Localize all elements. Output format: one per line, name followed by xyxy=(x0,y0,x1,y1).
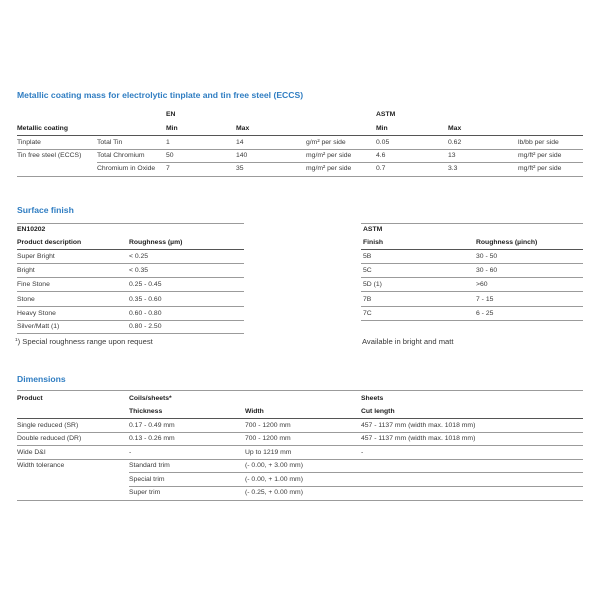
row-divider xyxy=(17,445,583,446)
trim-tolerance-cell: (- 0.25, + 0.00 mm) xyxy=(245,489,303,496)
astm-finish-cell: 7B xyxy=(363,296,372,303)
en-min-cell: 7 xyxy=(166,165,170,172)
row-divider xyxy=(17,149,583,150)
roughness-cell: < 0.35 xyxy=(129,267,149,274)
finish-header: Finish xyxy=(363,239,384,246)
surface-finish-title: Surface finish xyxy=(17,205,74,215)
astm-finish-cell: 5B xyxy=(363,253,372,260)
dim-cut-length-cell: 457 - 1137 mm (width max. 1018 mm) xyxy=(361,435,476,442)
astm-min-header: Min xyxy=(376,125,388,132)
roughness-um-header: Roughness (µm) xyxy=(129,239,183,246)
metallic-coating-header: Metallic coating xyxy=(17,125,68,132)
cut-length-header: Cut length xyxy=(361,408,395,415)
row-divider xyxy=(361,263,583,264)
coating-product-cell: Tin free steel (ECCS) xyxy=(17,152,82,159)
en-min-header: Min xyxy=(166,125,178,132)
row-divider xyxy=(17,291,244,292)
row-divider xyxy=(361,320,583,321)
coating-type-cell: Total Chromium xyxy=(97,152,145,159)
en-unit-cell: mg/m² per side xyxy=(306,165,352,172)
astm-roughness-cell: >60 xyxy=(476,281,488,288)
finish-desc-cell: Stone xyxy=(17,296,35,303)
dim-cut-length-cell: - xyxy=(361,449,364,456)
row-divider xyxy=(361,306,583,307)
bright-matt-note: Available in bright and matt xyxy=(362,337,454,346)
astm-min-cell: 4.6 xyxy=(376,152,386,159)
astm-min-cell: 0.05 xyxy=(376,139,390,146)
roughness-cell: 0.35 - 0.60 xyxy=(129,296,162,303)
finish-desc-cell: Heavy Stone xyxy=(17,310,56,317)
en10202-label: EN10202 xyxy=(17,226,46,233)
dim-product-cell: Wide D&I xyxy=(17,449,46,456)
row-divider xyxy=(17,306,244,307)
en-min-cell: 1 xyxy=(166,139,170,146)
trim-type-cell: Standard trim xyxy=(129,462,170,469)
row-divider xyxy=(361,291,583,292)
coils-sheets-header: Coils/sheets* xyxy=(129,395,172,402)
astm-finish-cell: 5C xyxy=(363,267,372,274)
table-rule xyxy=(361,223,583,224)
dim-thickness-cell: 0.13 - 0.26 mm xyxy=(129,435,175,442)
astm-roughness-cell: 30 - 60 xyxy=(476,267,498,274)
dim-thickness-cell: 0.17 - 0.49 mm xyxy=(129,422,175,429)
astm-finish-cell: 5D (1) xyxy=(363,281,382,288)
astm-max-cell: 3.3 xyxy=(448,165,458,172)
table-rule xyxy=(17,249,244,250)
row-divider xyxy=(17,500,583,501)
product-description-header: Product description xyxy=(17,239,82,246)
roughness-cell: < 0.25 xyxy=(129,253,149,260)
en-group-header: EN xyxy=(166,111,176,118)
roughness-footnote xyxy=(15,337,153,346)
en-unit-cell: g/m² per side xyxy=(306,139,346,146)
astm-roughness-cell: 6 - 25 xyxy=(476,310,494,317)
roughness-uinch-header: Roughness (µinch) xyxy=(476,239,538,246)
row-divider xyxy=(17,277,244,278)
row-divider xyxy=(17,320,244,321)
table-rule xyxy=(17,418,583,419)
row-divider xyxy=(17,459,583,460)
dim-width-cell: Up to 1219 mm xyxy=(245,449,292,456)
footnote-marker: 1 xyxy=(15,338,18,343)
dimensions-title: Dimensions xyxy=(17,374,66,384)
en-max-cell: 14 xyxy=(236,139,244,146)
astm-unit-cell: mg/ft² per side xyxy=(518,152,562,159)
astm-min-cell: 0.7 xyxy=(376,165,386,172)
row-divider xyxy=(17,176,583,177)
dim-product-cell: Width tolerance xyxy=(17,462,65,469)
finish-desc-cell: Fine Stone xyxy=(17,281,50,288)
roughness-cell: 0.80 - 2.50 xyxy=(129,323,162,330)
dim-thickness-cell: - xyxy=(129,449,132,456)
en-unit-cell: mg/m² per side xyxy=(306,152,352,159)
dim-width-cell: 700 - 1200 mm xyxy=(245,435,291,442)
footnote-text: ) Special roughness range upon request xyxy=(17,337,153,346)
row-divider xyxy=(361,277,583,278)
astm-roughness-cell: 30 - 50 xyxy=(476,253,498,260)
dim-product-cell: Single reduced (SR) xyxy=(17,422,79,429)
coating-product-cell: Tinplate xyxy=(17,139,41,146)
table-rule xyxy=(17,390,583,391)
trim-type-cell: Special trim xyxy=(129,476,165,483)
row-divider xyxy=(129,472,583,473)
en-max-cell: 140 xyxy=(236,152,248,159)
finish-desc-cell: Super Bright xyxy=(17,253,55,260)
roughness-cell: 0.60 - 0.80 xyxy=(129,310,162,317)
dim-product-cell: Double reduced (DR) xyxy=(17,435,82,442)
sheets-header: Sheets xyxy=(361,395,384,402)
table-rule xyxy=(361,249,583,250)
en-max-header: Max xyxy=(236,125,250,132)
thickness-header: Thickness xyxy=(129,408,163,415)
coating-type-cell: Total Tin xyxy=(97,139,123,146)
row-divider xyxy=(17,263,244,264)
astm-max-cell: 0.62 xyxy=(448,139,462,146)
row-divider xyxy=(129,486,583,487)
coating-mass-title: Metallic coating mass for electrolytic tinplate and tin free steel (ECCS) xyxy=(17,90,304,100)
row-divider xyxy=(17,432,583,433)
width-header: Width xyxy=(245,408,264,415)
dim-cut-length-cell: 457 - 1137 mm (width max. 1018 mm) xyxy=(361,422,476,429)
finish-desc-cell: Bright xyxy=(17,267,35,274)
astm-group-header: ASTM xyxy=(376,111,396,118)
astm-unit-cell: mg/ft² per side xyxy=(518,165,562,172)
row-divider xyxy=(97,162,583,163)
coating-type-cell: Chromium in Oxide xyxy=(97,165,156,172)
astm-finish-label: ASTM xyxy=(363,226,383,233)
astm-max-cell: 13 xyxy=(448,152,456,159)
astm-finish-cell: 7C xyxy=(363,310,372,317)
trim-type-cell: Super trim xyxy=(129,489,161,496)
dim-width-cell: 700 - 1200 mm xyxy=(245,422,291,429)
en-min-cell: 50 xyxy=(166,152,174,159)
product-header: Product xyxy=(17,395,43,402)
roughness-cell: 0.25 - 0.45 xyxy=(129,281,162,288)
en-max-cell: 35 xyxy=(236,165,244,172)
table-rule xyxy=(17,223,244,224)
finish-desc-cell: Silver/Matt (1) xyxy=(17,323,60,330)
row-divider xyxy=(17,333,244,334)
astm-unit-cell: lb/bb per side xyxy=(518,139,559,146)
table-rule xyxy=(17,135,583,136)
astm-roughness-cell: 7 - 15 xyxy=(476,296,494,303)
trim-tolerance-cell: (- 0.00, + 3.00 mm) xyxy=(245,462,303,469)
trim-tolerance-cell: (- 0.00, + 1.00 mm) xyxy=(245,476,303,483)
astm-max-header: Max xyxy=(448,125,462,132)
